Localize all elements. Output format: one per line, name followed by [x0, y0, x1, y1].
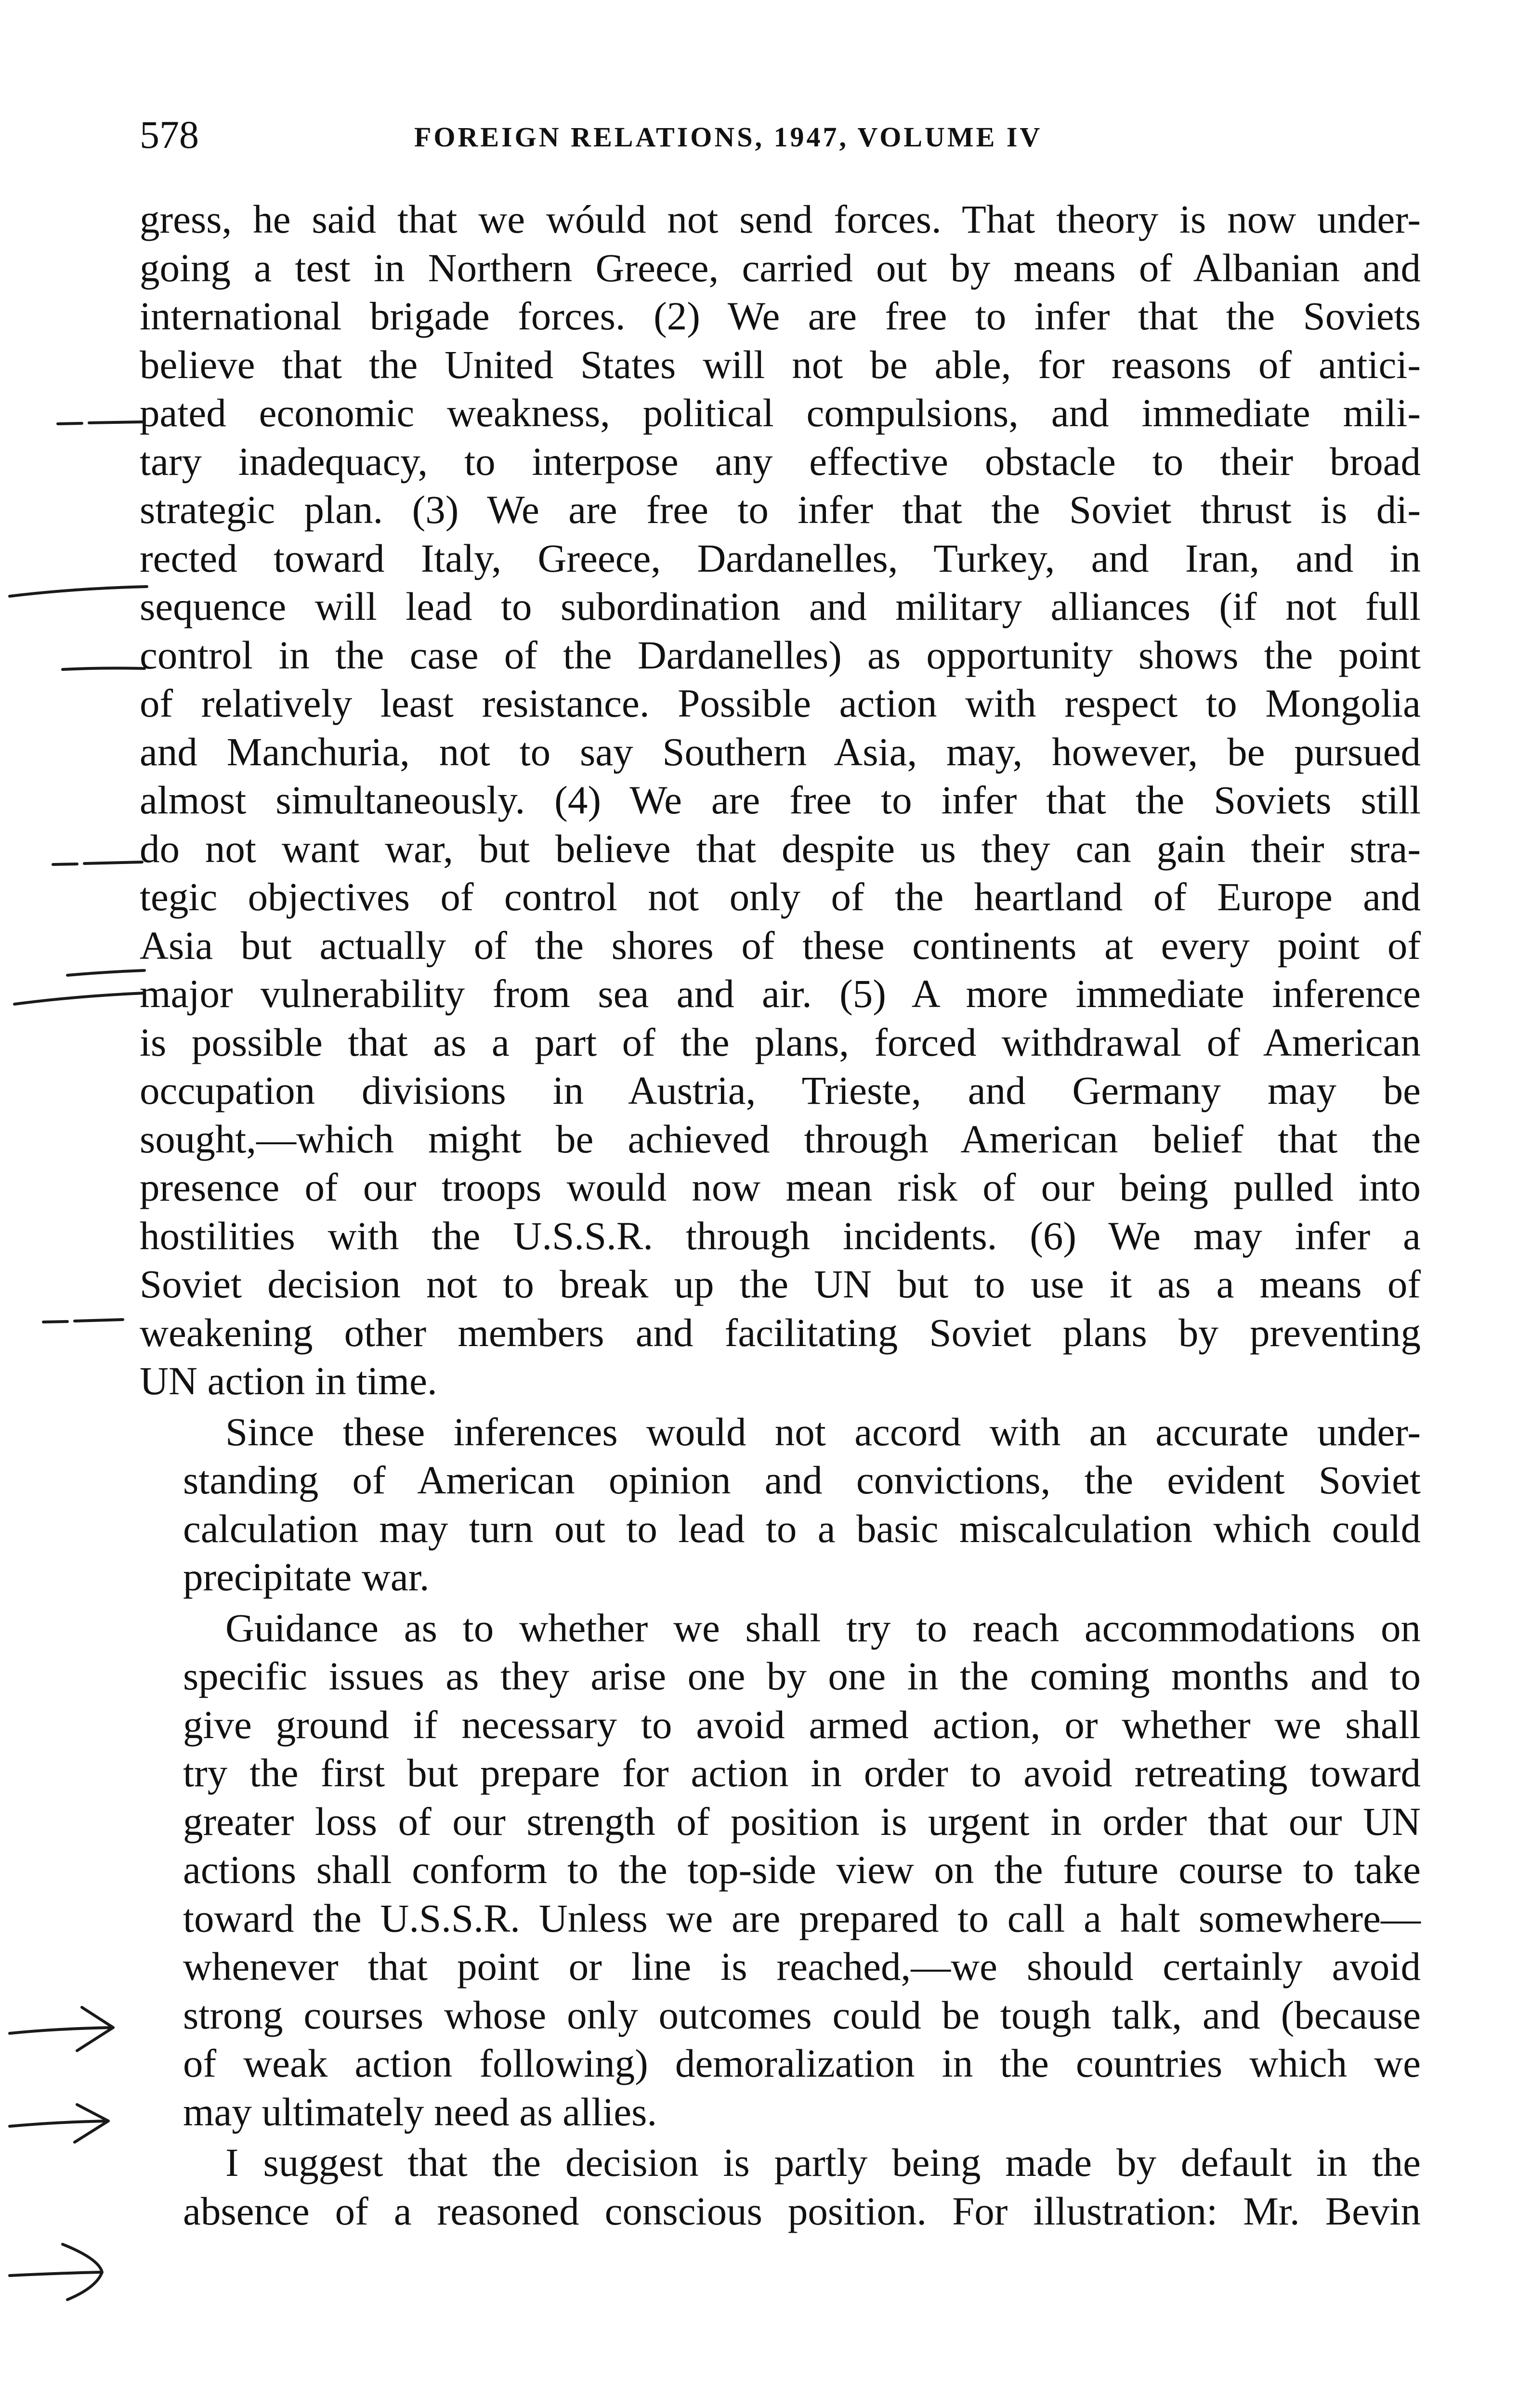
paragraph-4 [140, 2138, 1421, 2235]
text-line: of weak action following) demoralization in the countries which we [183, 2041, 1421, 2085]
text-line: I suggest that the decision is partly being made by default in the [225, 2140, 1421, 2185]
paragraph-2 [140, 1408, 1421, 1601]
text-line: Since these inferences would not accord with an accurate under- [225, 1409, 1421, 1454]
text-line: hostilities with the U.S.S.R. through incidents. (6) We may infer a [140, 1213, 1421, 1258]
text-line: pated economic weakness, political compulsions, and immediate mili- [140, 391, 1421, 435]
body-text [140, 195, 1421, 2235]
text-line: tegic objectives of control not only of the heartland of Europe and [140, 875, 1421, 919]
text-line: control in the case of the Dardanelles) as opportunity shows the point [140, 632, 1421, 677]
text-line: almost simultaneously. (4) We are free to infer that the Soviets still [140, 778, 1421, 822]
text-line: actions shall conform to the top-side view on the future course to take [183, 1847, 1421, 1892]
text-line: specific issues as they arise one by one in the coming months and to [183, 1654, 1421, 1698]
text-line: and Manchuria, not to say Southern Asia, may, however, be pursued [140, 729, 1421, 774]
running-head: FOREIGN RELATIONS, 1947, VOLUME IV [414, 121, 1043, 153]
text-line: of relatively least resistance. Possible action with respect to Mongolia [140, 681, 1421, 725]
text-line: major vulnerability from sea and air. (5) A more immediate inference [140, 971, 1421, 1016]
text-line: try the first but prepare for action in order to avoid retreating toward [183, 1751, 1421, 1795]
text-line: standing of American opinion and convictions, the evident Soviet [183, 1458, 1421, 1502]
margin-dash-mark [14, 993, 144, 1004]
text-line: is possible that as a part of the plans, forced withdrawal of American [140, 1020, 1421, 1064]
margin-dash-mark [10, 587, 147, 596]
margin-arrow-mark [10, 2105, 108, 2142]
text-line: may ultimately need as allies. [183, 2089, 657, 2134]
text-line: occupation divisions in Austria, Trieste, and Germany may be [140, 1068, 1421, 1112]
text-line: Asia but actually of the shores of these continents at every point of [140, 923, 1421, 968]
margin-dash-mark [63, 668, 144, 669]
margin-dash-mark [53, 862, 142, 864]
text-line: believe that the United States will not be able, for reasons of antici- [140, 342, 1421, 387]
text-line: toward the U.S.S.R. Unless we are prepared to call a halt somewhere— [183, 1896, 1421, 1940]
text-line: UN action in time. [140, 1359, 437, 1403]
margin-dash-mark [67, 970, 144, 975]
margin-dash-mark [43, 1320, 123, 1322]
margin-dash-mark [58, 422, 144, 424]
text-line: rected toward Italy, Greece, Dardanelles, Turkey, and Iran, and in [140, 536, 1421, 580]
text-line: absence of a reasoned conscious position. For illustration: Mr. Bevin [183, 2188, 1421, 2233]
text-line: Guidance as to whether we shall try to reach accommodations on [225, 1605, 1421, 1650]
text-line: sequence will lead to subordination and military alliances (if not full [140, 584, 1421, 628]
text-line: greater loss of our strength of position is urgent in order that our UN [183, 1799, 1421, 1844]
text-line: going a test in Northern Greece, carried out by means of Albanian and [140, 245, 1421, 290]
paragraph-1 [140, 195, 1421, 1405]
text-line: weakening other members and facilitating Soviet plans by preventing [140, 1310, 1421, 1355]
text-line: tary inadequacy, to interpose any effective obstacle to their broad [140, 439, 1421, 484]
text-line: gress, he said that we wóuld not send forces. That theory is now under- [140, 197, 1421, 241]
text-line: international brigade forces. (2) We are free to infer that the Soviets [140, 294, 1421, 338]
page-header [140, 111, 1421, 164]
margin-arrow-mark [10, 2244, 102, 2300]
text-line: Soviet decision not to break up the UN but to use it as a means of [140, 1262, 1421, 1306]
page-number: 578 [140, 113, 199, 157]
margin-arrow-mark [10, 2007, 113, 2051]
paragraph-3 [140, 1604, 1421, 2136]
text-line: give ground if necessary to avoid armed action, or whether we shall [183, 1702, 1421, 1747]
text-line: strong courses whose only outcomes could be tough talk, and (because [183, 1992, 1421, 2037]
text-line: strategic plan. (3) We are free to infer that the Soviet thrust is di- [140, 487, 1421, 532]
text-line: sought,—which might be achieved through American belief that the [140, 1116, 1421, 1161]
text-line: calculation may turn out to lead to a basic miscalculation which could [183, 1506, 1421, 1551]
text-line: presence of our troops would now mean risk of our being pulled into [140, 1165, 1421, 1209]
text-line: do not want war, but believe that despite us they can gain their stra- [140, 826, 1421, 871]
text-line: whenever that point or line is reached,—we should certainly avoid [183, 1944, 1421, 1989]
text-line: precipitate war. [183, 1555, 430, 1599]
